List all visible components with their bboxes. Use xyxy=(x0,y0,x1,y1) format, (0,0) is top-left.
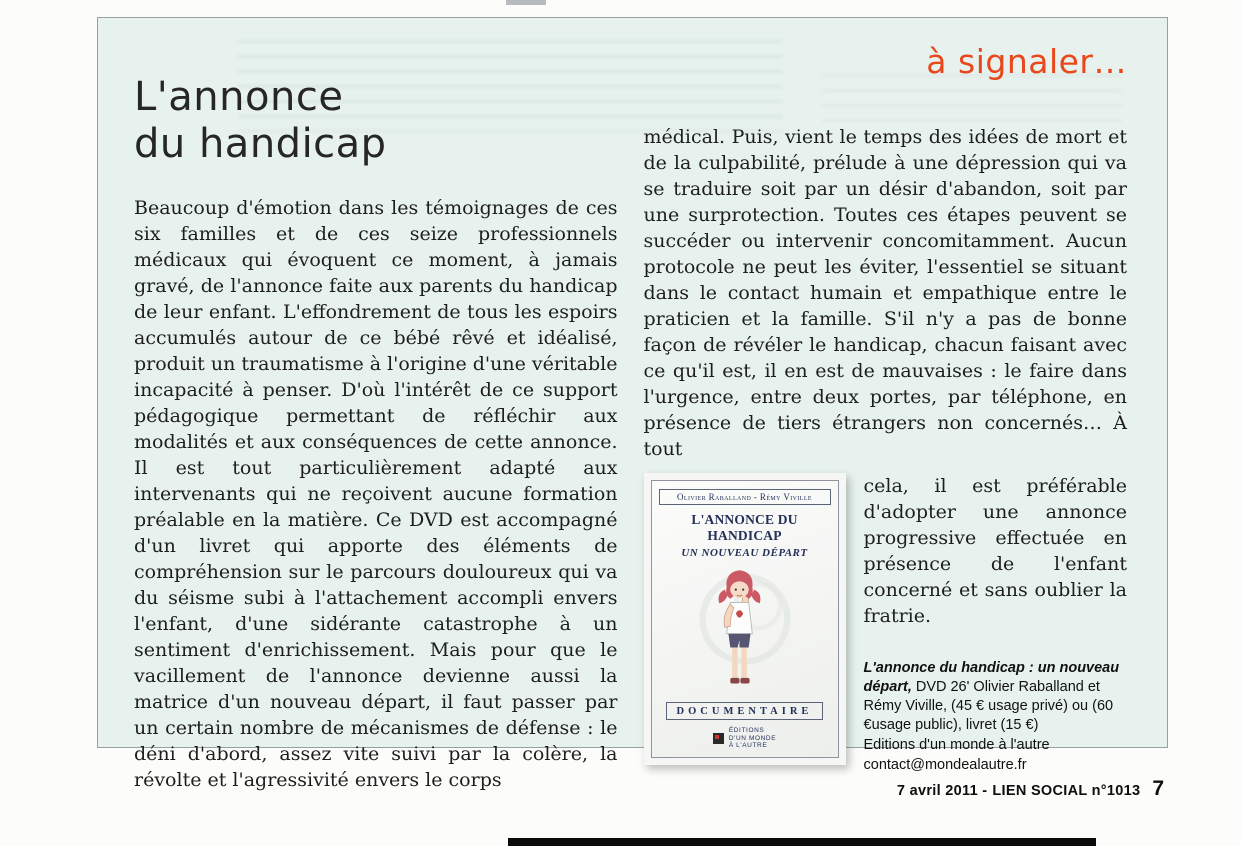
caption-publisher: Editions d'un monde à l'autre xyxy=(863,737,1050,753)
article-title-line2: du handicap xyxy=(134,121,387,167)
media-row xyxy=(644,473,1128,775)
media-right xyxy=(846,473,1128,775)
article-body-wrap: cela, il est préférable d'adopter une annonce progressive effectuée en présence de l'enfant concerné et sans oublier la fratrie. xyxy=(863,475,1127,627)
footer-page-number: 7 xyxy=(1152,777,1164,800)
article-body-right: médical. Puis, vient le temps des idées de mort et de la culpabilité, prélude à une dépression qui va se traduire soit par un désir d'abandon, soit par une surprotection. Toutes ces étapes peuvent se succéder ou intervenir concomitamment. Aucun protocole ne peut les éviter, l'essentiel se situant dans le contact humain et empathique entre le praticien et la famille. S'il n'y a pas de bonne façon de révéler le handicap, chacun faisant avec ce qu'il est, il en est de mauvaises : le faire dans l'urgence, entre deux portes, par téléphone, en présence de tiers étrangers non concernés… À tout xyxy=(643,126,1127,460)
article-title xyxy=(134,74,618,168)
left-column xyxy=(134,18,618,791)
caption-contact-email: contact@mondealautre.fr xyxy=(863,757,1027,773)
dvd-category-label: DOCUMENTAIRE xyxy=(666,702,824,720)
publisher-line1: ÉDITIONS xyxy=(728,727,765,734)
girl-drawing-icon xyxy=(659,562,831,700)
publisher-line3: À L'AUTRE xyxy=(728,742,768,749)
dvd-caption xyxy=(864,659,1128,775)
dvd-subtitle: UN NOUVEAU DÉPART xyxy=(681,547,808,559)
dvd-title: L'ANNONCE DU HANDICAP xyxy=(691,512,798,543)
footer-date: 7 avril 2011 - xyxy=(896,783,988,799)
article-body-left: Beaucoup d'émotion dans les témoignages de ces six familles et de ces seize professionnels médicaux qui évoquent ce moment, à jamais gravé, de l'annonce faite aux parents du handicap de leur enfant. L'effondrement de tous les espoirs accumulés autour de ce bébé rêvé et idéalisé, produit un traumatisme à l'origine d'une véritable incapacité à penser. D'où l'intérêt de ce support pédagogique permettant de réfléchir aux modalités et aux conséquences de cette annonce. Il est tout particulièrement adapté aux intervenants qui ne reçoivent aucune formation préalable en la matière. Ce DVD est accompagné d'un livret qui apporte des éléments de compréhension sur le parcours douloureux qui va du séisme subi à l'attachement accompli envers l'enfant, d'une sidérante catastrophe à un sentiment d'enrichissement. Mais pour que le vacillement de l'annonce devienne aussi la matrice d'un nouveau départ, il faut passer par un certain nombre de mécanismes de défense : le déni d'abord, assez vite suivi par la colère, la révolte et l'agressivité envers le corps xyxy=(134,197,618,791)
dvd-illustration xyxy=(659,562,831,700)
caption-details: DVD 26' Olivier Raballand et Rémy Viville, (45 € usage privé) ou (60 €usage public), livret (15 €) xyxy=(863,679,1114,733)
footer-magazine-title: LIEN SOCIAL n°1013 xyxy=(992,783,1141,799)
article-title-line1: L'annonce xyxy=(134,74,344,120)
dvd-publisher-block xyxy=(659,727,831,750)
page-footer xyxy=(897,777,1164,801)
section-label: à signaler… xyxy=(926,42,1127,81)
scan-artifact-smudge xyxy=(506,0,546,5)
dvd-cover-inner xyxy=(651,480,839,758)
right-column xyxy=(643,18,1128,773)
scan-artifact-bar xyxy=(508,838,1096,846)
publisher-name xyxy=(729,727,776,750)
caption-main xyxy=(864,659,1128,735)
publisher-logo-icon xyxy=(713,733,724,744)
dvd-cover xyxy=(644,473,846,765)
dvd-authors: Olivier Raballand - Rémy Viville xyxy=(659,489,831,505)
publisher-line2: D'UN MONDE xyxy=(728,734,777,742)
caption-title: L'annonce du handicap : un nouveau départ, xyxy=(863,660,1120,695)
